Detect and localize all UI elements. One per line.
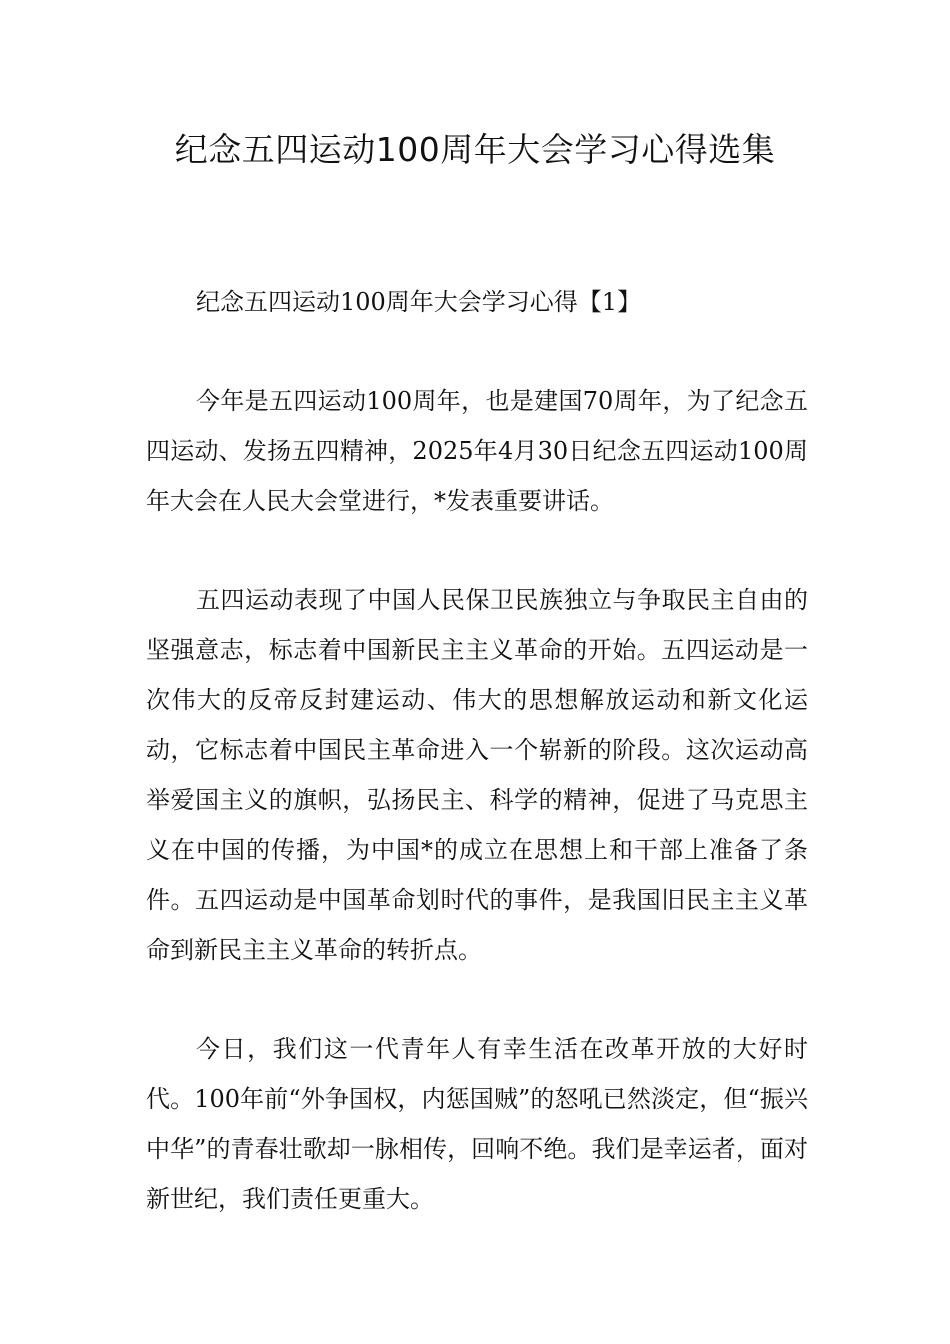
paragraph-1: 今年是五四运动100周年，也是建国70周年，为了纪念五四运动、发扬五四精神，2025年4月30日纪念五四运动100周年大会在人民大会堂进行，*发表重要讲话。 (146, 387, 808, 515)
paragraph-2: 五四运动表现了中国人民保卫民族独立与争取民主自由的坚强意志，标志着中国新民主主义革命的开始。五四运动是一次伟大的反帝反封建运动、伟大的思想解放运动和新文化运动，它标志着中国民主革命进入一个崭新的阶段。这次运动高举爱国主义的旗帜，弘扬民主、科学的精神，促进了马克思主义在中国的传播，为中国*的成立在思想上和干部上准备了条件。五四运动是中国革命划时代的事件，是我国旧民主主义革命到新民主主义革命的转折点。 (146, 586, 808, 964)
section-heading: 纪念五四运动100周年大会学习心得【1】 (196, 288, 642, 316)
document-title: 纪念五四运动100周年大会学习心得选集 (174, 130, 776, 169)
paragraph-3: 今日，我们这一代青年人有幸生活在改革开放的大好时代。100年前“外争国权，内惩国贼”的怒吼已然淡定，但“振兴中华”的青春壮歌却一脉相传，回响不绝。我们是幸运者，面对新世纪，我们责任更重大。 (146, 1035, 808, 1213)
